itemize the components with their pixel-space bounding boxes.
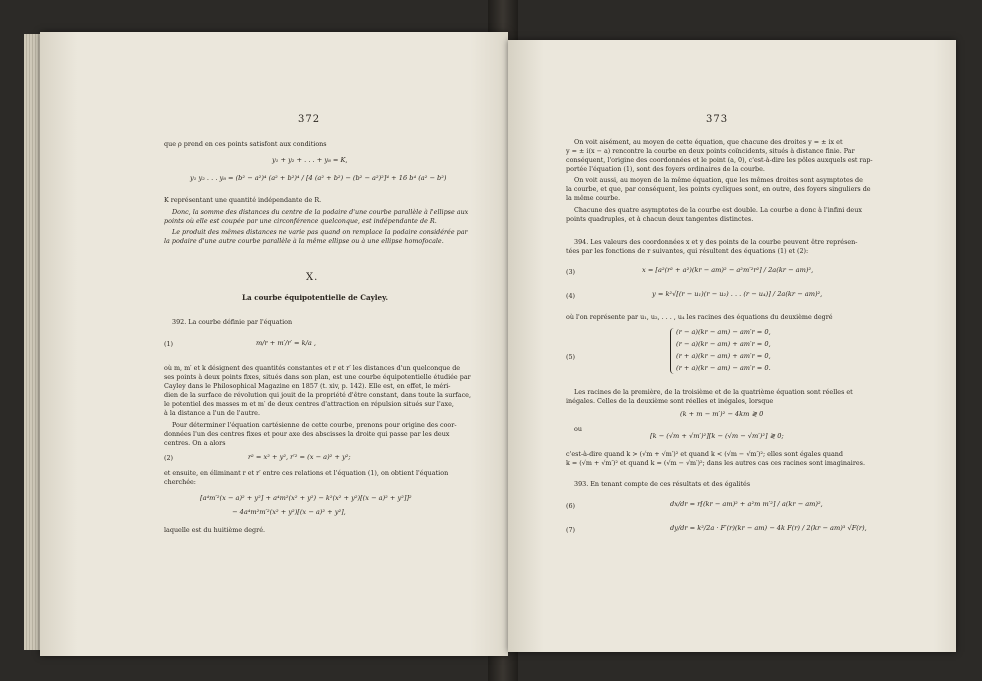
right-page — [508, 40, 956, 652]
paragraph: Chacune des quatre asymptotes de la courbe est double. La courbe a donc à l'infini deux — [574, 206, 862, 214]
paragraph: cherchée: — [164, 478, 196, 486]
equation: − 4a⁴m²m′²(x² + y²)[(x − a)² + y²], — [232, 508, 346, 516]
paragraph: données l'un des centres fixes et pour axe des abscisses la droite qui passe par les deux — [164, 430, 450, 438]
paragraph: la podaire d'une autre courbe parallèle à la même ellipse ou à une ellipse homofocale. — [164, 237, 444, 245]
paragraph: y = ± i(x − a) rencontre la courbe en deux points coïncidents, situés à distance finie. Par — [566, 147, 855, 155]
equation: y₁ + y₂ + . . . + y₈ = K, — [272, 156, 348, 164]
paragraph: c'est-à-dire quand k > (√m + √m′)² et quand k < (√m − √m′)²; elles sont égales quand — [566, 450, 843, 458]
paragraph: portée l'équation (1), sont des foyers ordinaires de la courbe. — [566, 165, 765, 173]
equation-label: (6) — [566, 502, 576, 510]
brace — [670, 328, 675, 374]
paragraph: centres. On a alors — [164, 439, 226, 447]
paragraph: 392. La courbe définie par l'équation — [172, 318, 293, 326]
paragraph: la même courbe. — [566, 194, 621, 202]
paragraph: ou — [574, 425, 582, 433]
equation: (r + a)(kr − am) + am′r = 0, — [676, 352, 771, 360]
equation-label: (7) — [566, 526, 576, 534]
section-title: La courbe équipotentielle de Cayley. — [242, 293, 388, 302]
paragraph: Pour déterminer l'équation cartésienne de cette courbe, prenons pour origine des coor- — [172, 421, 457, 429]
equation: [a⁴m′²(x − a)² + y²] + a⁴m²(x² + y²) − k²(x² + y²)[(x − a)² + y²]]² — [200, 494, 412, 502]
paragraph: Cayley dans le Philosophical Magazine en 1857 (t. xiv, p. 142). Elle est, en effet, le méri- — [164, 382, 451, 390]
equation: dy/dr = k²/2a · F′(r)(kr − am) − 4k F(r) / 2(kr − am)³ √F(r), — [670, 524, 867, 532]
paragraph: conséquent, l'origine des coordonnées et le point (a, 0), c'est-à-dire les pôles auxquels est rap- — [566, 156, 873, 164]
paragraph: tées par les fonctions de r suivantes, qui résultent des équations (1) et (2): — [566, 247, 809, 255]
equation-label: (1) — [164, 340, 174, 348]
equation: [k − (√m + √m′)²][k − (√m − √m′)²] ≷ 0; — [650, 432, 784, 440]
paragraph: où l'on représente par u₁, u₂, . . . , u₄ les racines des équations du deuxième degré — [566, 313, 833, 321]
paragraph: On voit aussi, au moyen de la même équation, que les mêmes droites sont asymptotes de — [574, 176, 863, 184]
paragraph: et ensuite, en éliminant r et r′ entre ces relations et l'équation (1), on obtient l'équation — [164, 469, 449, 477]
paragraph: laquelle est du huitième degré. — [164, 526, 266, 534]
equation: r² = x² + y², r′² = (x − a)² + y²; — [248, 453, 351, 461]
paragraph: 393. En tenant compte de ces résultats et des égalités — [574, 480, 751, 488]
equation-label: (4) — [566, 292, 576, 300]
equation: (k + m − m′)² − 4km ≷ 0 — [680, 410, 764, 418]
equation: (r − a)(kr − am) − am′r = 0, — [676, 328, 771, 336]
paragraph: ses points à deux points fixes, situés dans son plan, est une courbe équipotentielle étudiée par — [164, 373, 471, 381]
paragraph: dien de la surface de révolution qui jouit de la propriété d'être constant, dans toute la surface, — [164, 391, 472, 399]
paragraph: que ρ prend en ces points satisfont aux conditions — [164, 140, 327, 148]
paragraph: où m, m′ et k désignent des quantités constantes et r et r′ les distances d'un quelconque de — [164, 364, 461, 372]
equation: (r − a)(kr − am) + am′r = 0, — [676, 340, 771, 348]
paragraph: Les racines de la première, de la troisième et de la quatrième équation sont réelles et — [574, 388, 853, 396]
paragraph: On voit aisément, au moyen de cette équation, que chacune des droites y = ± ix et — [574, 138, 843, 146]
paragraph: k = (√m + √m′)² et quand k = (√m − √m′)²; dans les autres cas ces racines sont imaginaires. — [566, 459, 865, 467]
paragraph: points où elle est coupée par une circonférence quelconque, est indépendante de R. — [164, 217, 437, 225]
paragraph: Le produit des mêmes distances ne varie pas quand on remplace la podaire considérée par — [172, 228, 468, 236]
paragraph: K représentant une quantité indépendante de R. — [164, 196, 322, 204]
paragraph: inégales. Celles de la deuxième sont réelles et inégales, lorsque — [566, 397, 774, 405]
equation-label: (3) — [566, 268, 576, 276]
paragraph: à la distance a l'un de l'autre. — [164, 409, 261, 417]
equation-label: (2) — [164, 454, 174, 462]
page-number: 373 — [706, 114, 729, 125]
equation: m/r + m′/r′ = k/a , — [256, 339, 317, 347]
page-number: 372 — [298, 114, 321, 125]
section-number: X. — [306, 272, 319, 283]
paragraph: points quadruples, et à chacun deux tangentes distinctes. — [566, 215, 754, 223]
paragraph: le potentiel des masses m et m′ de deux centres d'attraction en répulsion situés sur l'axe, — [164, 400, 454, 408]
paragraph: 394. Les valeurs des coordonnées x et y des points de la courbe peuvent être représen- — [574, 238, 858, 246]
equation: dx/dr = r[(kr − am)² + a²m m′²] / a(kr − am)², — [670, 500, 823, 508]
paragraph: la courbe, et que, par conséquent, les points cycliques sont, en outre, des foyers singuliers de — [566, 185, 871, 193]
equation: (r + a)(kr − am) − am′r = 0. — [676, 364, 771, 372]
equation: y₁ y₂ . . . y₈ = (b² − a²)⁴ (a² + b²)⁴ / [4 (a² + b²) − (b² − a²)²]⁴ + 16 b⁴ (a² − b²) — [190, 174, 447, 182]
equation: x = [a²(r² + a²)(kr − am)² − a²m′²r²] / 2a(kr − am)², — [642, 266, 814, 274]
equation: y = k²√[(r − u₁)(r − u₂) . . . (r − u₄)] / 2a(kr − am)², — [652, 290, 823, 298]
left-page — [40, 32, 508, 656]
paragraph: Donc, la somme des distances du centre de la podaire d'une courbe parallèle à l'ellipse aux — [172, 208, 469, 216]
equation-label: (5) — [566, 353, 576, 361]
